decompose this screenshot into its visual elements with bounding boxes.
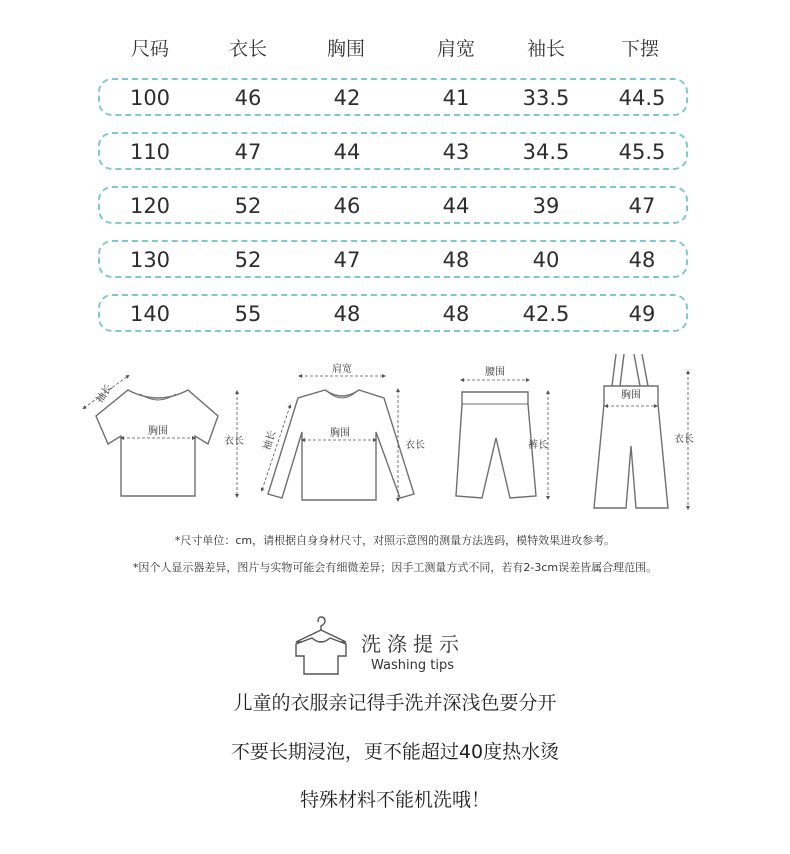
cell-hem: 48 bbox=[628, 248, 656, 272]
hanger-shirt-icon bbox=[290, 616, 352, 680]
shorts-length-label: 裤长 bbox=[528, 440, 548, 451]
cell-shoulder: 44 bbox=[442, 194, 470, 218]
header-hem: 下摆 bbox=[620, 38, 659, 60]
cell-hem: 49 bbox=[628, 302, 656, 326]
sweater-diagram bbox=[260, 362, 425, 500]
cell-sleeve: 39 bbox=[532, 194, 560, 218]
header-chest: 胸围 bbox=[326, 38, 365, 60]
cell-size: 120 bbox=[129, 194, 171, 218]
measurement-diagrams bbox=[0, 346, 790, 516]
tshirt-sleeve-label: 袖长 bbox=[94, 382, 115, 406]
cell-chest: 42 bbox=[333, 86, 361, 110]
cell-sleeve: 42.5 bbox=[522, 302, 570, 326]
cell-length: 47 bbox=[234, 140, 262, 164]
washing-title: 洗涤提示 bbox=[361, 632, 465, 656]
washing-line: 不要长期浸泡，更不能超过40度热水烫 bbox=[230, 741, 560, 763]
cell-size: 110 bbox=[129, 140, 171, 164]
cell-length: 52 bbox=[234, 248, 262, 272]
tshirt-chest-label: 胸围 bbox=[148, 426, 168, 437]
tshirt-length-label: 衣长 bbox=[224, 436, 244, 447]
header-shoulder: 肩宽 bbox=[436, 38, 475, 60]
sweater-shoulder-label: 肩宽 bbox=[332, 364, 352, 375]
cell-shoulder: 48 bbox=[442, 302, 470, 326]
cell-size: 100 bbox=[129, 86, 171, 110]
cell-hem: 47 bbox=[628, 194, 656, 218]
sweater-length-label: 衣长 bbox=[405, 440, 425, 451]
cell-shoulder: 41 bbox=[442, 86, 470, 110]
shorts-diagram bbox=[456, 366, 548, 498]
overalls-length-label: 衣长 bbox=[674, 434, 694, 445]
sweater-sleeve-label: 袖长 bbox=[261, 429, 279, 452]
size-table-header bbox=[98, 34, 690, 62]
header-length: 衣长 bbox=[228, 38, 267, 60]
table-row bbox=[98, 186, 688, 224]
cell-hem: 45.5 bbox=[618, 140, 666, 164]
table-row bbox=[98, 240, 688, 278]
cell-chest: 44 bbox=[333, 140, 361, 164]
cell-length: 55 bbox=[234, 302, 262, 326]
table-row bbox=[98, 132, 688, 170]
tshirt-diagram bbox=[84, 376, 244, 496]
cell-sleeve: 34.5 bbox=[522, 140, 570, 164]
cell-length: 46 bbox=[234, 86, 262, 110]
cell-hem: 44.5 bbox=[618, 86, 666, 110]
washing-subtitle: Washing tips bbox=[371, 658, 454, 673]
washing-line: 儿童的衣服亲记得手洗并深浅色要分开 bbox=[233, 692, 557, 714]
cell-length: 52 bbox=[234, 194, 262, 218]
overalls-diagram bbox=[594, 354, 694, 508]
sweater-chest-label: 胸围 bbox=[330, 428, 350, 439]
size-note: *尺寸单位：cm，请根据自身身材尺寸，对照示意图的测量方法选码，模特效果进攻参考。 bbox=[174, 534, 616, 547]
table-row bbox=[98, 294, 688, 332]
display-note: *因个人显示器差异，图片与实物可能会有细微差异；因手工测量方式不同，若有2-3cm误差皆属合理范围。 bbox=[132, 561, 658, 574]
cell-chest: 46 bbox=[333, 194, 361, 218]
table-row bbox=[98, 78, 688, 116]
cell-shoulder: 48 bbox=[442, 248, 470, 272]
cell-chest: 47 bbox=[333, 248, 361, 272]
cell-shoulder: 43 bbox=[442, 140, 470, 164]
header-size: 尺码 bbox=[130, 38, 169, 60]
shorts-waist-label: 腰围 bbox=[485, 367, 505, 378]
washing-line: 特殊材料不能机洗哦！ bbox=[299, 789, 490, 811]
cell-size: 140 bbox=[129, 302, 171, 326]
cell-chest: 48 bbox=[333, 302, 361, 326]
overalls-chest-label: 胸围 bbox=[621, 390, 641, 401]
cell-size: 130 bbox=[129, 248, 171, 272]
header-sleeve: 袖长 bbox=[526, 38, 565, 60]
cell-sleeve: 33.5 bbox=[522, 86, 570, 110]
cell-sleeve: 40 bbox=[532, 248, 560, 272]
